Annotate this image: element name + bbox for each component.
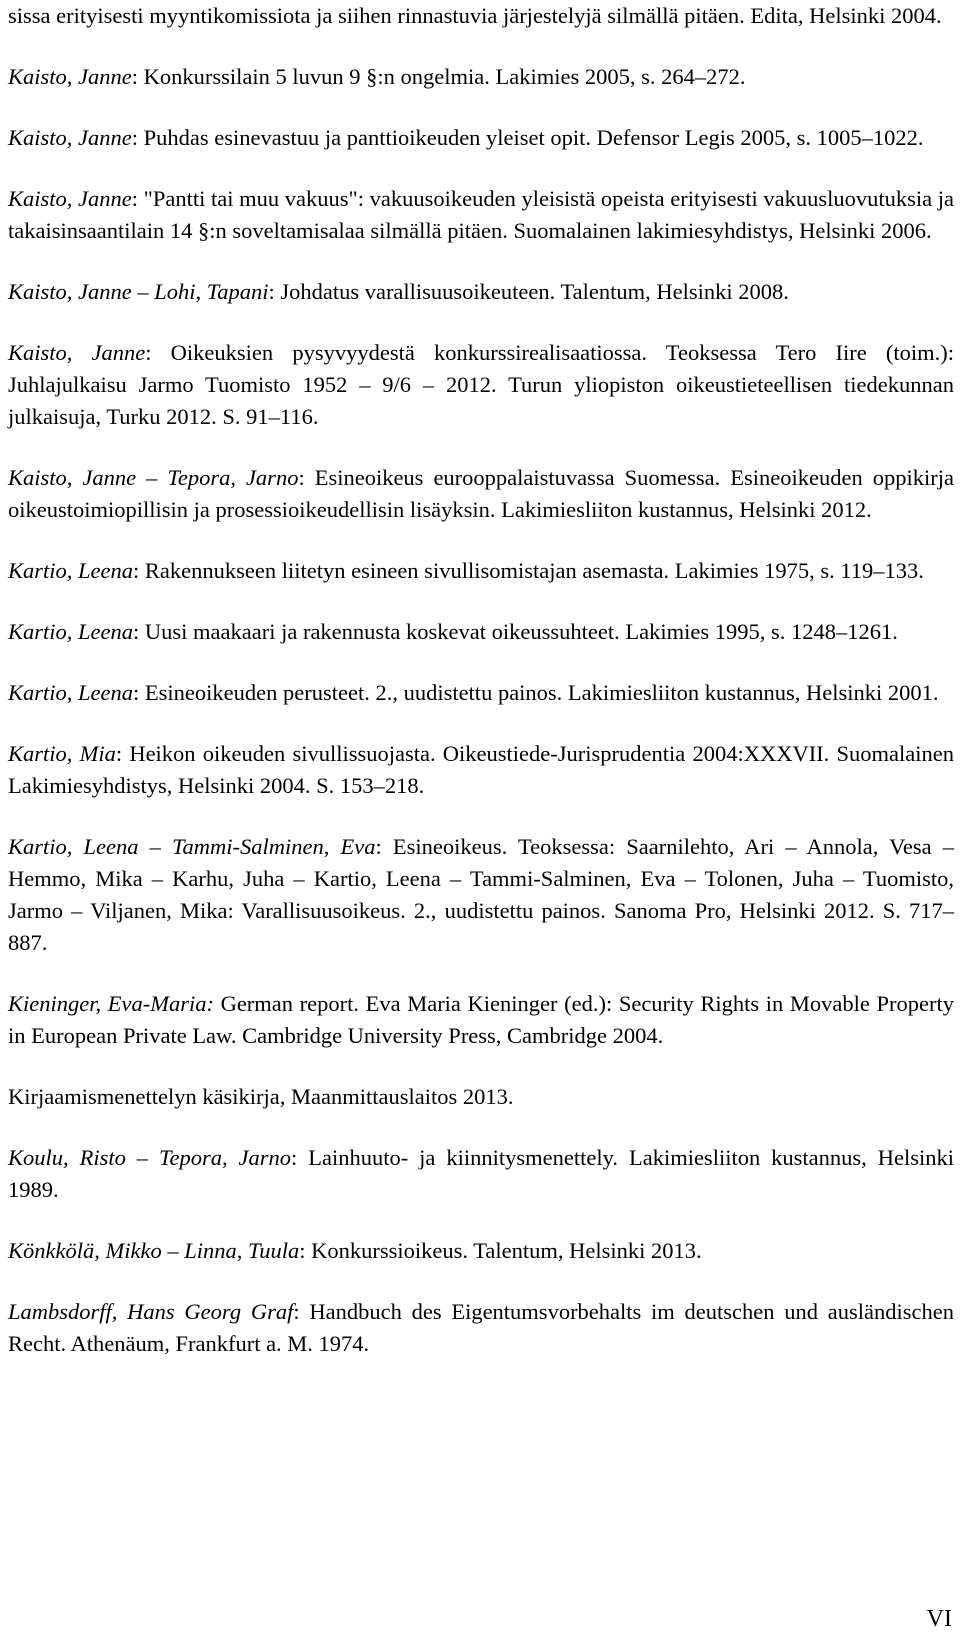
entry-text: : Oikeuksien pysyvyydestä konkurssirealisaatiossa. Teoksessa Tero Iire (toim.): Juhlajulkaisu Jarmo Tuomisto 1952 – 9/6 – 2012. Turun yliopiston oikeustieteellisen tiedekunnan julkaisuja, Turku 2012. S. 91–116. bbox=[8, 340, 954, 429]
entry-text: : Konkurssilain 5 luvun 9 §:n ongelmia. Lakimies 2005, s. 264–272. bbox=[131, 64, 746, 89]
entry-text: Kirjaamismenettelyn käsikirja, Maanmittauslaitos 2013. bbox=[8, 1084, 514, 1109]
page-number: VI bbox=[926, 1606, 952, 1632]
bibliography-entry bbox=[8, 183, 954, 247]
bibliography-entry bbox=[8, 831, 954, 959]
entry-author: Kieninger, Eva-Maria: bbox=[8, 991, 214, 1016]
entry-author: Kartio, Mia bbox=[8, 741, 116, 766]
entry-text: : Uusi maakaari ja rakennusta koskevat oikeussuhteet. Lakimies 1995, s. 1248–1261. bbox=[133, 619, 898, 644]
bibliography-entry bbox=[8, 337, 954, 433]
entry-text: sissa erityisesti myyntikomissiota ja siihen rinnastuvia järjestelyjä silmällä pitäen. Edita, Helsinki 2004. bbox=[8, 3, 942, 28]
bibliography-entry bbox=[8, 462, 954, 526]
entry-author: Koulu, Risto – Tepora, Jarno bbox=[8, 1145, 292, 1170]
bibliography-entry bbox=[8, 122, 954, 154]
bibliography-entry bbox=[8, 555, 954, 587]
entry-author: Kartio, Leena bbox=[8, 680, 134, 705]
entry-author: Kartio, Leena bbox=[8, 558, 134, 583]
bibliography-entry bbox=[8, 738, 954, 802]
entry-author: Kartio, Leena bbox=[8, 619, 134, 644]
entry-author: Kaisto, Janne – Tepora, Jarno bbox=[8, 465, 299, 490]
bibliography-entry bbox=[8, 1142, 954, 1206]
entry-text: : "Pantti tai muu vakuus": vakuusoikeuden yleisistä opeista erityisesti vakuusluovutuksia ja takaisinsaantilain 14 §:n soveltamisalaa silmällä pitäen. Suomalainen lakimiesyhdistys, Helsinki 2006. bbox=[8, 186, 954, 243]
bibliography-entry bbox=[8, 1081, 954, 1113]
entry-text: : Lainhuuto- ja kiinnitysmenettely. Lakimiesliiton kustannus, Helsinki 1989. bbox=[8, 1145, 954, 1202]
entry-text: : Esineoikeus eurooppalaistuvassa Suomessa. Esineoikeuden oppikirja oikeustoimiopillisin ja prosessioikeudellisin lisäyksin. Lakimiesliiton kustannus, Helsinki 2012. bbox=[8, 465, 954, 522]
entry-author: Kaisto, Janne bbox=[8, 340, 146, 365]
bibliography-entry bbox=[8, 1235, 954, 1267]
entry-text: : Johdatus varallisuusoikeuteen. Talentum, Helsinki 2008. bbox=[268, 279, 789, 304]
entry-author: Kartio, Leena – Tammi-Salminen, Eva bbox=[8, 834, 376, 859]
entry-text: : Puhdas esinevastuu ja panttioikeuden yleiset opit. Defensor Legis 2005, s. 1005–1022. bbox=[131, 125, 924, 150]
entry-text: : Handbuch des Eigentumsvorbehalts im deutschen und ausländischen Recht. Athenäum, Frankfurt a. M. 1974. bbox=[8, 1299, 954, 1356]
entry-text: : Esineoikeuden perusteet. 2., uudistettu painos. Lakimiesliiton kustannus, Helsinki 2001. bbox=[133, 680, 939, 705]
bibliography-entry bbox=[8, 0, 954, 32]
bibliography-entry bbox=[8, 988, 954, 1052]
bibliography-entry bbox=[8, 677, 954, 709]
bibliography-entry bbox=[8, 616, 954, 648]
entry-author: Kaisto, Janne – Lohi, Tapani bbox=[8, 279, 269, 304]
bibliography-list bbox=[8, 0, 954, 1389]
bibliography-entry bbox=[8, 276, 954, 308]
bibliography-entry bbox=[8, 61, 954, 93]
bibliography-entry bbox=[8, 1296, 954, 1360]
entry-author: Könkkölä, Mikko – Linna, Tuula bbox=[8, 1238, 300, 1263]
entry-text: : Konkurssioikeus. Talentum, Helsinki 2013. bbox=[299, 1238, 702, 1263]
entry-author: Kaisto, Janne bbox=[8, 125, 132, 150]
entry-author: Lambsdorff, Hans Georg Graf bbox=[8, 1299, 294, 1324]
entry-text: : Esineoikeus. Teoksessa: Saarnilehto, Ari – Annola, Vesa – Hemmo, Mika – Karhu, Juha – Kartio, Leena – Tammi-Salminen, Eva – Tolonen, Juha – Tuomisto, Jarmo – Viljanen, Mika: Varallisuusoikeus. 2., uudistettu painos. Sanoma Pro, Helsinki 2012. S. 717–887. bbox=[8, 834, 954, 955]
entry-text: : Rakennukseen liitetyn esineen sivullisomistajan asemasta. Lakimies 1975, s. 119–133. bbox=[133, 558, 924, 583]
entry-author: Kaisto, Janne bbox=[8, 186, 132, 211]
entry-text: : Heikon oikeuden sivullissuojasta. Oikeustiede-Jurisprudentia 2004:XXXVII. Suomalainen Lakimiesyhdistys, Helsinki 2004. S. 153–218. bbox=[8, 741, 954, 798]
entry-author: Kaisto, Janne bbox=[8, 64, 132, 89]
entry-text: German report. Eva Maria Kieninger (ed.): Security Rights in Movable Property in European Private Law. Cambridge University Press, Cambridge 2004. bbox=[8, 991, 954, 1048]
